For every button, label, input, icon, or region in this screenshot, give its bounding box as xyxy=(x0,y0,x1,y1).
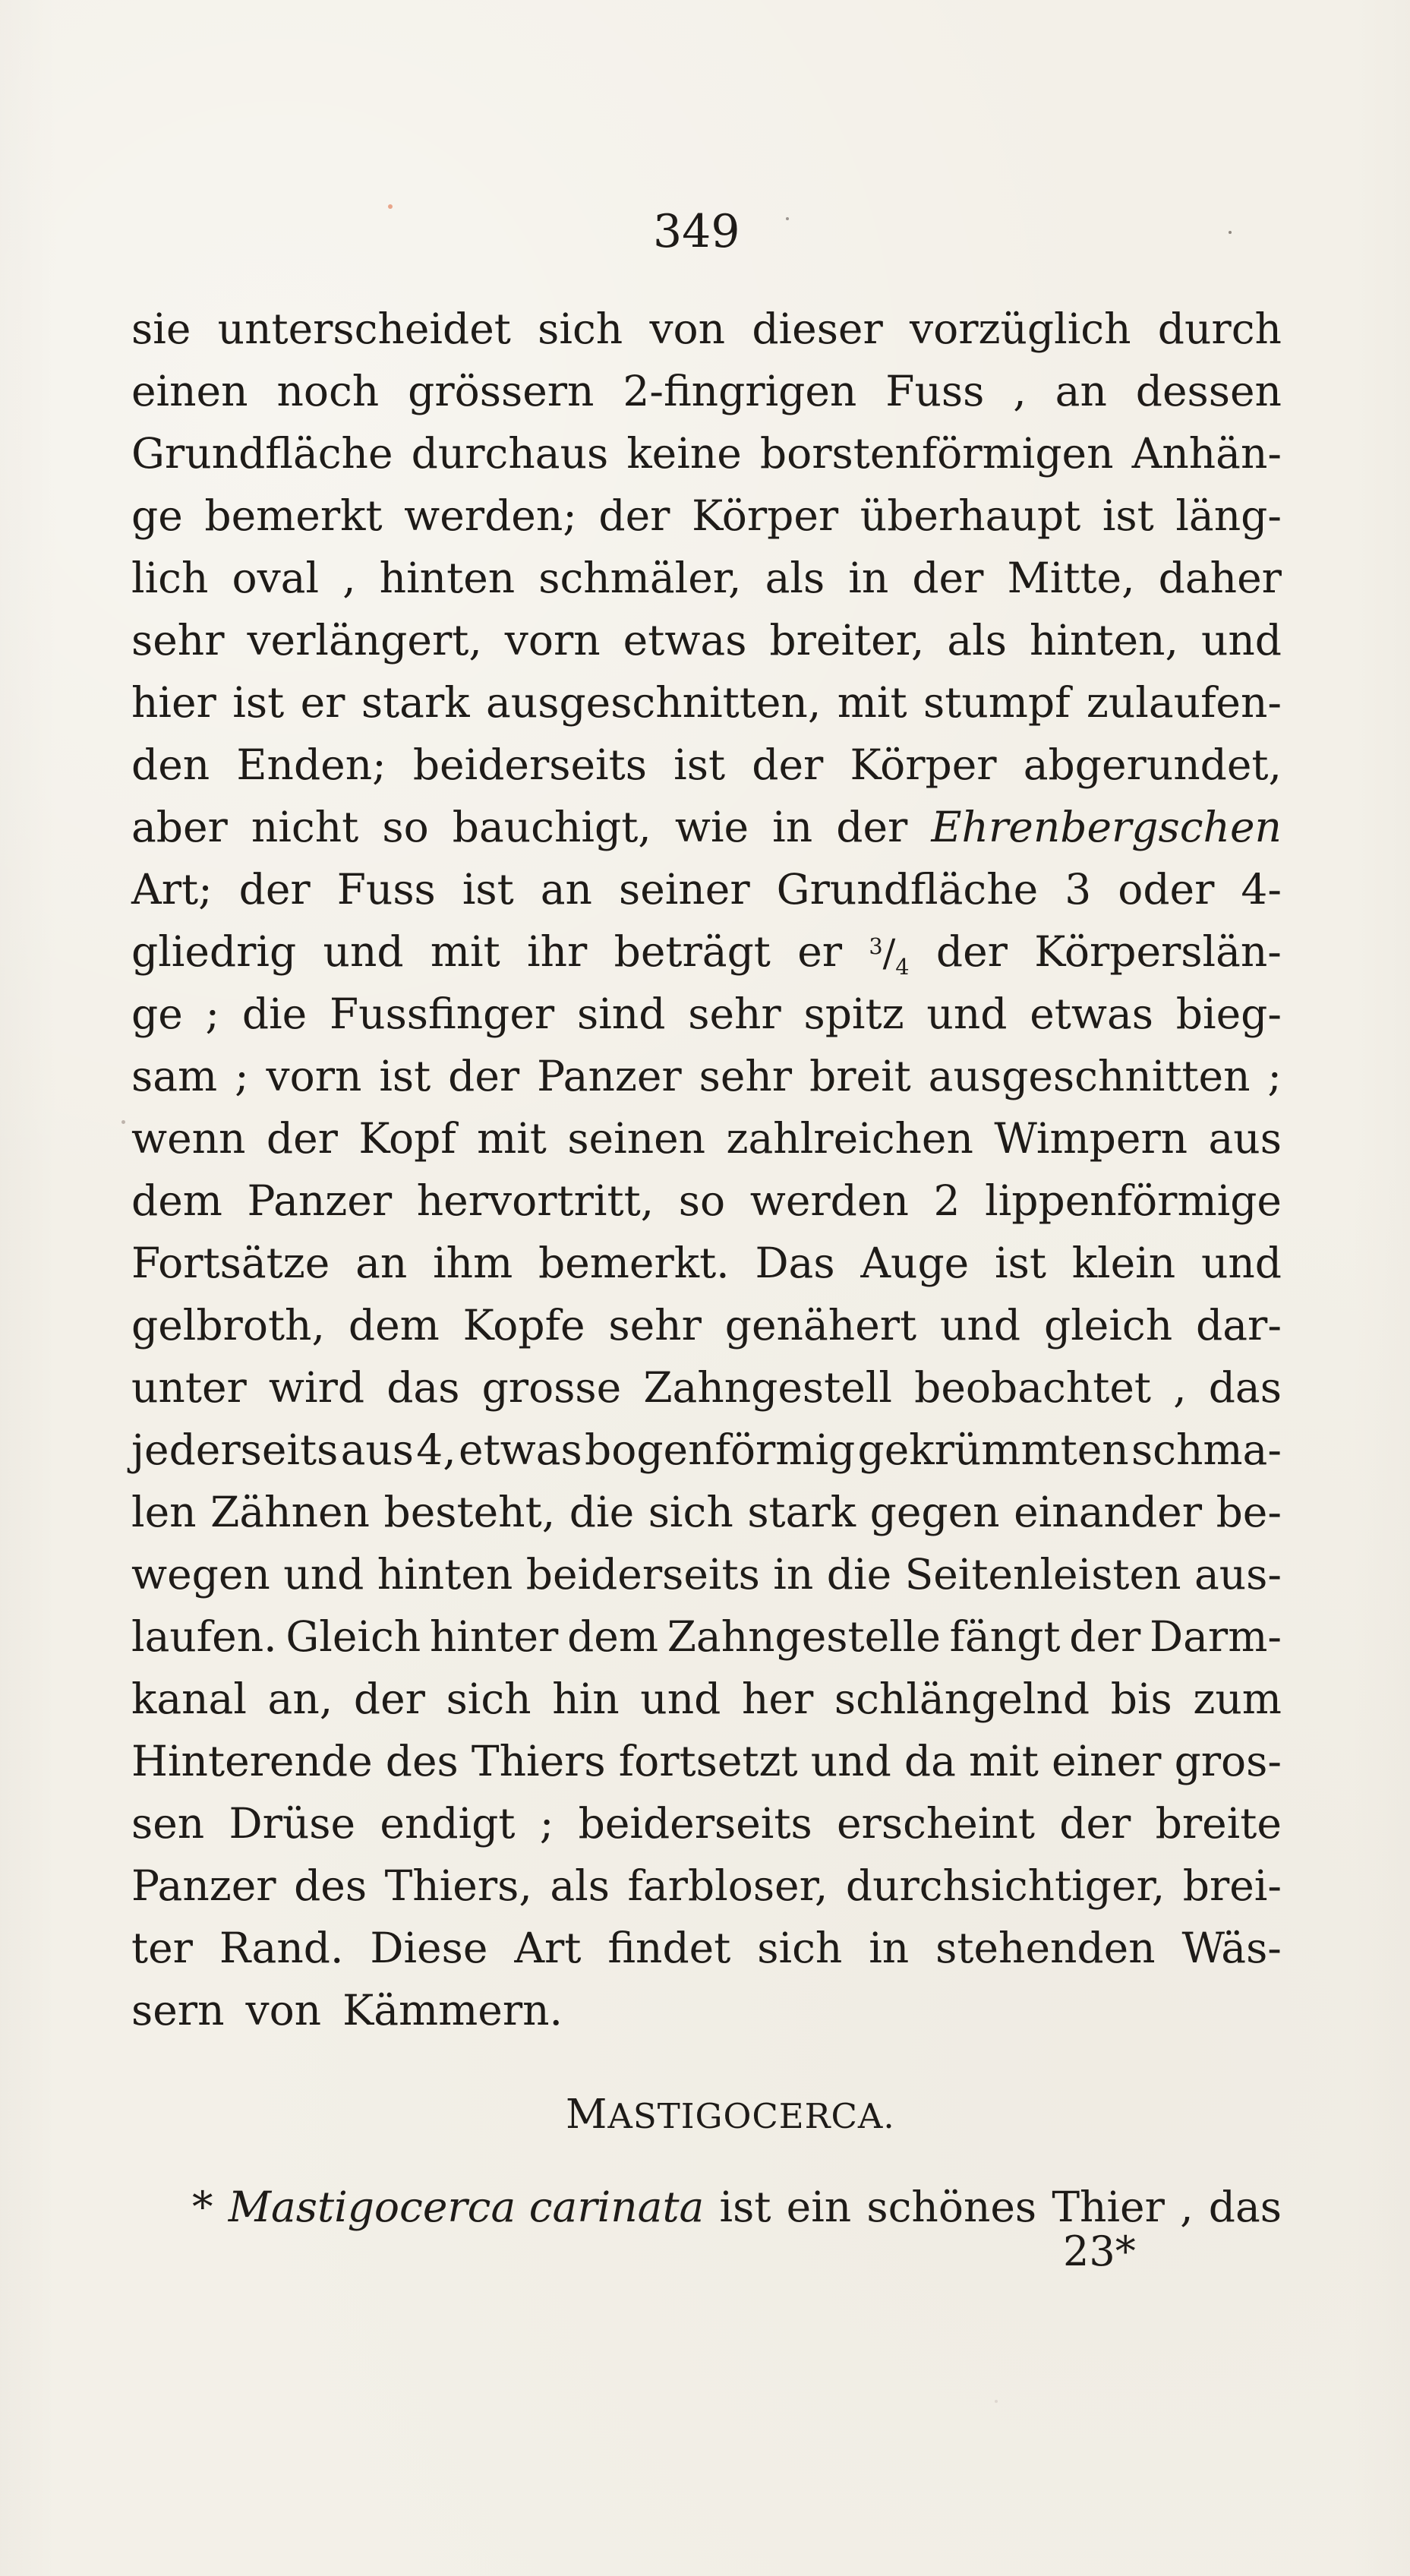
species-name: Mastigocerca carinata xyxy=(228,2183,705,2231)
word: wie xyxy=(674,803,749,851)
word: ein xyxy=(786,2183,852,2231)
word: , xyxy=(1180,2183,1194,2231)
word: er xyxy=(797,927,843,976)
word: Fussfinger xyxy=(330,990,555,1038)
word: spitz xyxy=(803,990,904,1038)
word: aus xyxy=(1208,1114,1282,1163)
word: dieser xyxy=(752,305,883,353)
word: ; xyxy=(1267,1052,1282,1100)
word: mit xyxy=(477,1114,547,1163)
word: das xyxy=(1208,1363,1282,1412)
word: verlängert, xyxy=(247,616,482,665)
word: Thiers xyxy=(471,1737,606,1785)
word: breit xyxy=(809,1052,911,1100)
text-line xyxy=(131,1107,1282,1170)
text-line xyxy=(131,796,1282,858)
word: 2 xyxy=(933,1176,961,1225)
word: 4- xyxy=(1241,865,1282,914)
word: ist xyxy=(462,865,514,914)
word: das xyxy=(386,1363,460,1412)
word: borstenförmigen xyxy=(759,429,1114,478)
word: schönes xyxy=(866,2183,1037,2231)
word: keine xyxy=(626,429,742,478)
word: schmäler, xyxy=(538,554,742,602)
word: dem xyxy=(567,1612,658,1661)
text-line xyxy=(131,1979,1282,2041)
word: breite xyxy=(1155,1799,1282,1848)
word: sich xyxy=(538,305,623,353)
word: sich xyxy=(648,1488,733,1536)
word: ihr xyxy=(527,927,588,976)
word: ist xyxy=(232,678,285,727)
word: kanal xyxy=(131,1675,247,1723)
word: findet xyxy=(607,1924,731,1972)
word: zahlreichen xyxy=(726,1114,973,1163)
word: erscheint xyxy=(837,1799,1035,1848)
text-line xyxy=(131,547,1282,609)
word: Gleich xyxy=(285,1612,421,1661)
word: etwas xyxy=(459,1425,582,1474)
word: Thiers, xyxy=(384,1861,532,1910)
word: Art xyxy=(514,1924,582,1972)
word: genähert xyxy=(724,1301,917,1350)
word: schma- xyxy=(1131,1425,1282,1474)
word: werden; xyxy=(404,491,577,540)
word: seinen xyxy=(567,1114,706,1163)
word: Thier xyxy=(1052,2183,1165,2231)
word: Zahngestell xyxy=(643,1363,892,1412)
word: von xyxy=(245,1986,322,2035)
text-line xyxy=(131,1543,1282,1605)
word: in xyxy=(848,554,889,602)
word: sehr xyxy=(688,990,781,1038)
word: Das xyxy=(755,1239,835,1287)
word: Fuss xyxy=(885,367,985,415)
word: fängt xyxy=(949,1612,1061,1661)
word: bemerkt xyxy=(204,491,383,540)
word: sehr xyxy=(608,1301,702,1350)
word: breiter, xyxy=(769,616,925,665)
word: seiner xyxy=(618,865,750,914)
text-line xyxy=(131,1294,1282,1356)
text-line xyxy=(131,858,1282,920)
word: aus- xyxy=(1194,1550,1282,1599)
word: durchsichtiger, xyxy=(845,1861,1166,1910)
word: jederseits xyxy=(131,1425,339,1474)
text-line xyxy=(131,298,1282,360)
word: mit xyxy=(837,678,907,727)
word: ter xyxy=(131,1924,193,1972)
word: der xyxy=(266,1114,338,1163)
word: sam xyxy=(131,1052,218,1100)
word: werden xyxy=(749,1176,909,1225)
word: len xyxy=(131,1488,197,1536)
word: wegen xyxy=(131,1550,270,1599)
word: ausgeschnitten xyxy=(928,1052,1251,1100)
word: lich xyxy=(131,554,209,602)
word: sehr xyxy=(131,616,225,665)
word: dem xyxy=(131,1176,222,1225)
paper-speck xyxy=(995,2400,998,2403)
word: er xyxy=(300,678,345,727)
word: zulaufen- xyxy=(1086,678,1282,727)
word: Zähnen xyxy=(210,1488,370,1536)
word: Seitenleisten xyxy=(904,1550,1181,1599)
word: gelbroth, xyxy=(131,1301,325,1350)
word: ist xyxy=(379,1052,431,1100)
text-line xyxy=(131,1356,1282,1419)
word: dar- xyxy=(1196,1301,1282,1350)
word: , xyxy=(1173,1363,1187,1412)
fraction-numerator: 3 xyxy=(869,933,883,960)
paper-speck xyxy=(786,217,789,220)
text-line xyxy=(131,1917,1282,1979)
word: wird xyxy=(268,1363,365,1412)
word: sehr xyxy=(699,1052,793,1100)
word: dem xyxy=(348,1301,440,1350)
word: die xyxy=(826,1550,892,1599)
word: durchaus xyxy=(411,429,609,478)
word: etwas xyxy=(1030,990,1153,1038)
text-line xyxy=(131,1232,1282,1294)
word: sie xyxy=(131,305,191,353)
word: daher xyxy=(1158,554,1282,602)
word: der xyxy=(935,927,1008,976)
word: bis xyxy=(1110,1675,1172,1723)
text-line xyxy=(131,1419,1282,1481)
page-number: 349 xyxy=(653,205,740,258)
text-line xyxy=(131,1792,1282,1855)
word: Panzer xyxy=(131,1861,276,1910)
word: einander xyxy=(1014,1488,1202,1536)
word: Hinterende xyxy=(131,1737,373,1785)
word: Kopf xyxy=(358,1114,456,1163)
text-line xyxy=(131,1045,1282,1107)
word: brei- xyxy=(1182,1861,1282,1910)
word: endigt xyxy=(380,1799,516,1848)
paper-speck xyxy=(388,204,393,209)
word: und xyxy=(940,1301,1021,1350)
word: sen xyxy=(131,1799,205,1848)
word: her xyxy=(741,1675,814,1723)
word: der xyxy=(353,1675,425,1723)
word: 3 xyxy=(1065,865,1092,914)
word: durch xyxy=(1157,305,1282,353)
word: ; xyxy=(235,1052,249,1100)
word: beobachtet xyxy=(914,1363,1151,1412)
word: das xyxy=(1208,2183,1282,2231)
word: vorn xyxy=(266,1052,362,1100)
word: beiderseits xyxy=(525,1550,760,1599)
word: Körper xyxy=(850,740,997,789)
text-line xyxy=(131,609,1282,671)
word: Diese xyxy=(370,1924,488,1972)
word: als xyxy=(765,554,825,602)
word: oval xyxy=(232,554,320,602)
text-line xyxy=(131,1855,1282,1917)
word: hervortritt, xyxy=(416,1176,655,1225)
word: einen xyxy=(131,367,248,415)
word: und xyxy=(1200,1239,1282,1287)
word: beiderseits xyxy=(412,740,647,789)
word: den xyxy=(131,740,210,789)
paper-speck xyxy=(121,1120,125,1124)
word: vorn xyxy=(504,616,601,665)
word: der xyxy=(752,740,824,789)
section-heading-initial: M xyxy=(566,2091,608,2138)
word: beträgt xyxy=(614,927,771,976)
word: unter xyxy=(131,1363,247,1412)
word: Darm- xyxy=(1150,1612,1282,1661)
word: Wimpern xyxy=(994,1114,1188,1163)
word: läng- xyxy=(1175,491,1282,540)
word: der xyxy=(912,554,984,602)
text-line xyxy=(131,1170,1282,1232)
word: grosse xyxy=(481,1363,622,1412)
word: dessen xyxy=(1135,367,1282,415)
word: Art; xyxy=(131,865,213,914)
word: wenn xyxy=(131,1114,246,1163)
word: und xyxy=(1200,616,1282,665)
word: die xyxy=(241,990,308,1038)
word: ausgeschnitten, xyxy=(486,678,822,727)
word: der xyxy=(836,803,908,851)
word: und xyxy=(926,990,1008,1038)
word: aus xyxy=(340,1425,415,1474)
word: und xyxy=(323,927,404,976)
word: so xyxy=(678,1176,726,1225)
body-text xyxy=(131,298,1282,2041)
word: die xyxy=(569,1488,635,1536)
word: ge xyxy=(131,990,183,1038)
word: stark xyxy=(747,1488,856,1536)
word: ; xyxy=(205,990,220,1038)
text-line xyxy=(131,920,1282,983)
word: Auge xyxy=(860,1239,970,1287)
word: 4, xyxy=(416,1425,456,1474)
word: Ehrenbergschen xyxy=(931,803,1282,851)
fraction xyxy=(869,922,909,990)
word: hier xyxy=(131,678,216,727)
word: farbloser, xyxy=(627,1861,828,1910)
signature-mark: 23* xyxy=(1063,2227,1136,2275)
word: der xyxy=(1059,1799,1131,1848)
word: zum xyxy=(1193,1675,1282,1723)
word: besteht, xyxy=(383,1488,556,1536)
word: ge xyxy=(131,491,183,540)
word: in xyxy=(772,803,813,851)
word: stehenden xyxy=(935,1924,1156,1972)
word: Drüse xyxy=(229,1799,356,1848)
word: ; xyxy=(539,1799,554,1848)
text-line xyxy=(131,671,1282,734)
word: Grundfläche xyxy=(131,429,393,478)
section-heading xyxy=(566,2091,895,2138)
footnote-star: * xyxy=(192,2183,213,2231)
word: aber xyxy=(131,803,228,851)
text-line xyxy=(131,485,1282,547)
word: ihm xyxy=(433,1239,513,1287)
section-heading-rest: ASTIGOCERCA. xyxy=(607,2096,895,2136)
word: stumpf xyxy=(923,678,1071,727)
word: vorzüglich xyxy=(910,305,1131,353)
word: gekrümmten xyxy=(857,1425,1129,1474)
word: der xyxy=(448,1052,520,1100)
word: nicht xyxy=(251,803,359,851)
word: Rand. xyxy=(219,1924,344,1972)
word: , xyxy=(342,554,356,602)
word: an xyxy=(1055,367,1107,415)
word: gros- xyxy=(1174,1737,1282,1785)
word: abgerundet, xyxy=(1023,740,1282,789)
word: an xyxy=(355,1239,408,1287)
word: Körper xyxy=(692,491,839,540)
word: stark xyxy=(361,678,470,727)
word: ist xyxy=(995,1239,1046,1287)
word: laufen. xyxy=(131,1612,277,1661)
word: einer xyxy=(1052,1737,1162,1785)
word: hinten xyxy=(379,554,516,602)
word: als xyxy=(947,616,1007,665)
word: und xyxy=(640,1675,721,1723)
word: schlängelnd xyxy=(834,1675,1090,1723)
word: etwas xyxy=(623,616,747,665)
word: der xyxy=(1069,1612,1141,1661)
word: an xyxy=(540,865,592,914)
word: bemerkt. xyxy=(538,1239,730,1287)
word: unterscheidet xyxy=(217,305,511,353)
word: so xyxy=(382,803,429,851)
word: grössern xyxy=(408,367,595,415)
word: an, xyxy=(267,1675,333,1723)
word: bauchigt, xyxy=(452,803,651,851)
word: überhaupt xyxy=(860,491,1081,540)
word: mit xyxy=(969,1737,1039,1785)
word: in xyxy=(869,1924,910,1972)
text-line xyxy=(131,360,1282,422)
word: ist xyxy=(673,740,726,789)
text-line xyxy=(131,1668,1282,1730)
word: Enden; xyxy=(236,740,386,789)
text-line xyxy=(131,983,1282,1045)
word: Zahngestelle xyxy=(667,1612,941,1661)
word: und xyxy=(283,1550,364,1599)
paper-speck xyxy=(1229,231,1232,234)
word: lippenförmige xyxy=(985,1176,1282,1225)
word: als xyxy=(550,1861,610,1910)
word: Mitte, xyxy=(1007,554,1135,602)
word: ist xyxy=(1102,491,1154,540)
text-line xyxy=(131,1730,1282,1792)
word: der xyxy=(598,491,670,540)
word: des xyxy=(294,1861,367,1910)
text-line xyxy=(131,422,1282,485)
fraction-denominator: 4 xyxy=(895,953,910,980)
word: hinten, xyxy=(1029,616,1178,665)
word: Fuss xyxy=(336,865,436,914)
word: hinter xyxy=(429,1612,559,1661)
word: Kopfe xyxy=(462,1301,585,1350)
word: Körperslän- xyxy=(1034,927,1282,976)
text-line xyxy=(131,734,1282,796)
word: sich xyxy=(757,1924,843,1972)
word: da xyxy=(904,1737,956,1785)
word: fortsetzt xyxy=(618,1737,798,1785)
word: Panzer xyxy=(537,1052,682,1100)
text-line xyxy=(131,1481,1282,1543)
word: gliedrig xyxy=(131,927,297,976)
word: sern xyxy=(131,1986,225,2035)
word: in xyxy=(773,1550,814,1599)
text-line xyxy=(131,1605,1282,1668)
word: von xyxy=(649,305,726,353)
word: ist xyxy=(719,2183,771,2231)
word: des xyxy=(385,1737,459,1785)
word: sich xyxy=(446,1675,532,1723)
fraction-slash: / xyxy=(882,931,896,975)
word: gleich xyxy=(1043,1301,1173,1350)
word: Panzer xyxy=(247,1176,393,1225)
word: Grundfläche xyxy=(776,865,1039,914)
word: klein xyxy=(1071,1239,1176,1287)
word: Anhän- xyxy=(1131,429,1282,478)
word: der xyxy=(238,865,311,914)
word: , xyxy=(1013,367,1027,415)
word: Kämmern. xyxy=(342,1986,563,2035)
word: und xyxy=(810,1737,891,1785)
word: beiderseits xyxy=(578,1799,812,1848)
word: hin xyxy=(552,1675,620,1723)
word: hinten xyxy=(377,1550,513,1599)
word: sind xyxy=(576,990,666,1038)
word: mit xyxy=(430,927,500,976)
word: oder xyxy=(1118,865,1215,914)
word: bieg- xyxy=(1175,990,1282,1038)
word: 2-fingrigen xyxy=(623,367,857,415)
word: noch xyxy=(276,367,380,415)
word: Fortsätze xyxy=(131,1239,330,1287)
word: gegen xyxy=(869,1488,1000,1536)
word: Wäs- xyxy=(1181,1924,1282,1972)
word: bogenförmig xyxy=(585,1425,856,1474)
word: be- xyxy=(1216,1488,1282,1536)
